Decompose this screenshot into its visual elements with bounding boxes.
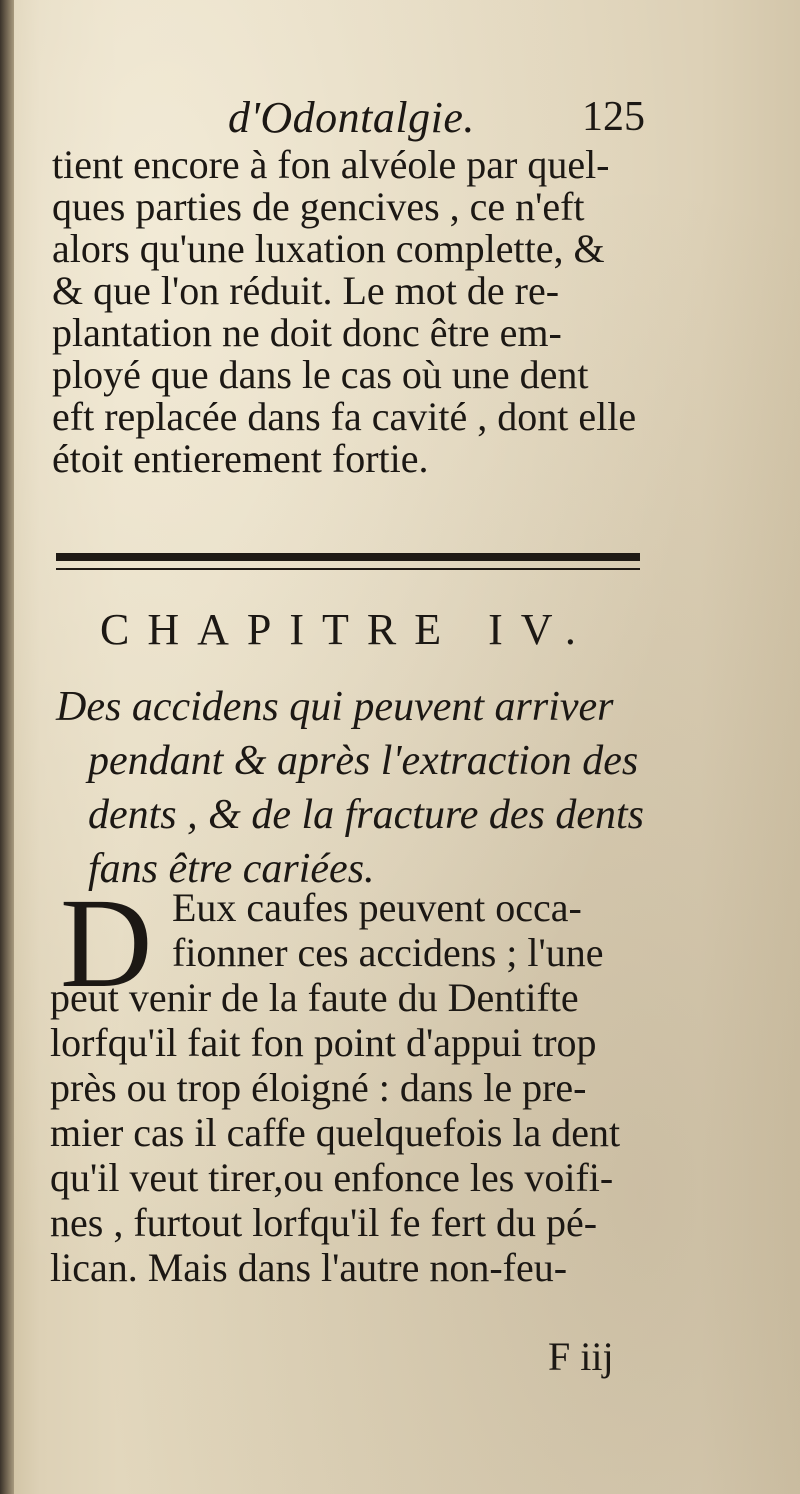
chapter-divider-thick <box>56 553 640 561</box>
signature-mark: F iij <box>548 1334 614 1379</box>
chapter-divider-thin <box>56 568 640 570</box>
subtitle-line: pendant & après l'extraction des <box>88 738 639 784</box>
text-line: lican. Mais dans l'autre non-feu- <box>50 1245 568 1290</box>
subtitle-line: dents , & de la fracture des dents <box>88 792 645 838</box>
text-line: près ou trop éloigné : dans le pre- <box>50 1065 587 1110</box>
text-line: nes , furtout lorfqu'il fe fert du pé- <box>50 1200 598 1245</box>
chapter-subtitle <box>56 680 644 896</box>
subtitle-line: Des accidens qui peuvent arriver <box>56 684 614 730</box>
text-line: qu'il veut tirer,ou enfonce les voifi- <box>50 1155 614 1200</box>
running-title: d'Odontalgie. <box>228 93 475 142</box>
text-line: eft replacée dans fa cavité , dont elle <box>52 394 637 439</box>
book-spine-shadow <box>0 0 14 1494</box>
text-line: peut venir de la faute du Dentifte <box>50 975 579 1020</box>
text-line: alors qu'une luxation complette, & <box>52 226 605 271</box>
chapter-heading: CHAPITRE IV. <box>100 605 594 654</box>
text-line: & que l'on réduit. Le mot de re- <box>52 268 560 313</box>
subtitle-line: fans être cariées. <box>88 846 375 892</box>
drop-cap: D <box>60 872 153 1014</box>
page-number: 125 <box>582 94 645 140</box>
text-line: lorfqu'il fait fon point d'appui trop <box>50 1020 597 1065</box>
text-line: étoit entierement fortie. <box>52 436 429 481</box>
text-line: mier cas il caffe quelquefois la dent <box>50 1110 621 1155</box>
text-line: plantation ne doit donc être em- <box>52 310 562 355</box>
text-line: Eux caufes peuvent occa- <box>172 885 582 930</box>
text-line: ployé que dans le cas où une dent <box>52 352 589 397</box>
paragraph-continuation <box>52 144 660 480</box>
text-line: fionner ces accidens ; l'une <box>172 930 604 975</box>
text-line: ques parties de gencives , ce n'eft <box>52 184 585 229</box>
chapter-paragraph <box>50 872 662 1291</box>
text-line: tient encore à fon alvéole par quel- <box>52 142 610 187</box>
